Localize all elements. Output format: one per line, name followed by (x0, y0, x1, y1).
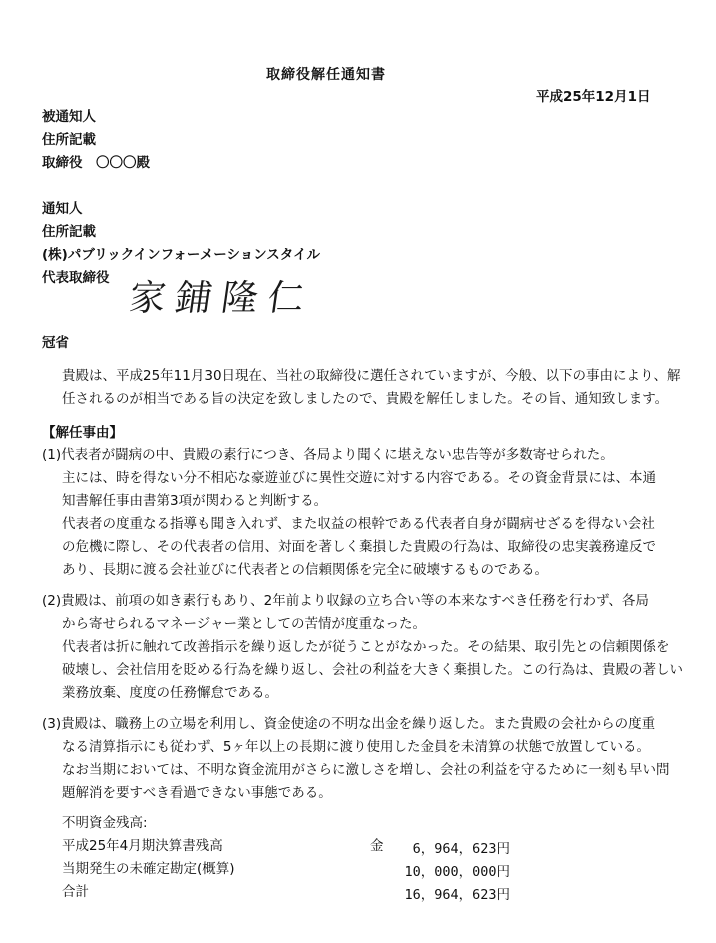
reason3-line: なる清算指示にも従わず、5ヶ年以上の長期に渡り使用した金員を未清算の状態で放置している。 (62, 739, 651, 755)
intro-line: 任されるのが相当である旨の決定を致しましたので、貴殿を解任しました。その旨、通知致します。 (62, 391, 669, 407)
sender-rep-label: 代表取締役 (42, 270, 110, 286)
sender-label: 通知人 (42, 201, 83, 217)
sender-company: (株)パブリックインフォーメーションスタイル (42, 247, 321, 263)
recipient-label: 被通知人 (42, 109, 96, 125)
intro-line: 貴殿は、平成25年11月30日現在、当社の取締役に選任されていますが、今般、以下の事由により、解 (62, 368, 681, 384)
recipient-name: 取締役 〇〇〇殿 (42, 155, 150, 171)
sender-address: 住所記載 (42, 224, 96, 240)
reason1-line: あり、長期に渡る会社並びに代表者との信頼関係を完全に破壊するものである。 (62, 562, 548, 578)
balance-row-prefix: 金 (370, 838, 384, 854)
reason2-line: (2)貴殿は、前項の如き素行もあり、2年前より収録の立ち合い等の本来なすべき任務を行わず、各局 (42, 593, 649, 609)
document-title: 取締役解任通知書 (266, 67, 386, 83)
reason3-line: 題解消を要すべき看過できない事態である。 (62, 785, 332, 801)
balance-row-label: 平成25年4月期決算書残高 (62, 838, 223, 854)
reason1-line: 知書解任事由書第3項が関わると判断する。 (62, 493, 328, 509)
handwritten-signature: 家鋪隆仁 (126, 278, 317, 319)
balance-row-label: 合計 (62, 884, 89, 900)
reason2-line: から寄せられるマネージャー業としての苦情が度重なった。 (62, 616, 426, 632)
reason2-line: 業務放棄、度度の任務懈怠である。 (62, 685, 278, 701)
reason3-line: なお当期においては、不明な資金流用がさらに激しさを増し、会社の利益を守るために一刻も早い問 (62, 762, 670, 778)
reason2-line: 破壊し、会社信用を貶める行為を繰り返し、会社の利益を大きく棄損した。この行為は、貴殿の著しい (62, 662, 683, 678)
reason1-line: (1)代表者が闘病の中、貴殿の素行につき、各局より聞くに堪えない忠告等が多数寄せられた。 (42, 447, 614, 463)
balance-heading: 不明資金残高: (62, 815, 148, 831)
balance-row-amount: 16，964，623円 (404, 887, 510, 903)
balance-row-amount: 10，000，000円 (404, 864, 510, 880)
recipient-address: 住所記載 (42, 132, 96, 148)
salutation: 冠省 (42, 335, 69, 351)
balance-row-label: 当期発生の未確定勘定(概算) (62, 861, 235, 877)
balance-row-amount: 6，964，623円 (412, 841, 510, 857)
reason1-line: の危機に際し、その代表者の信用、対面を著しく棄損した貴殿の行為は、取締役の忠実義務違反で (62, 539, 656, 555)
reasons-heading: 【解任事由】 (42, 425, 123, 441)
reason1-line: 代表者の度重なる指導も聞き入れず、また収益の根幹である代表者自身が闘病せざるを得ない会社 (62, 516, 655, 532)
reason1-line: 主には、時を得ない分不相応な豪遊並びに異性交遊に対する内容である。その資金背景には、本通 (62, 470, 656, 486)
document-date: 平成25年12月1日 (536, 89, 651, 105)
reason3-line: (3)貴殿は、職務上の立場を利用し、資金使途の不明な出金を繰り返した。また貴殿の会社からの度重 (42, 716, 656, 732)
reason2-line: 代表者は折に触れて改善指示を繰り返したが従うことがなかった。その結果、取引先との信頼関係を (62, 639, 670, 655)
